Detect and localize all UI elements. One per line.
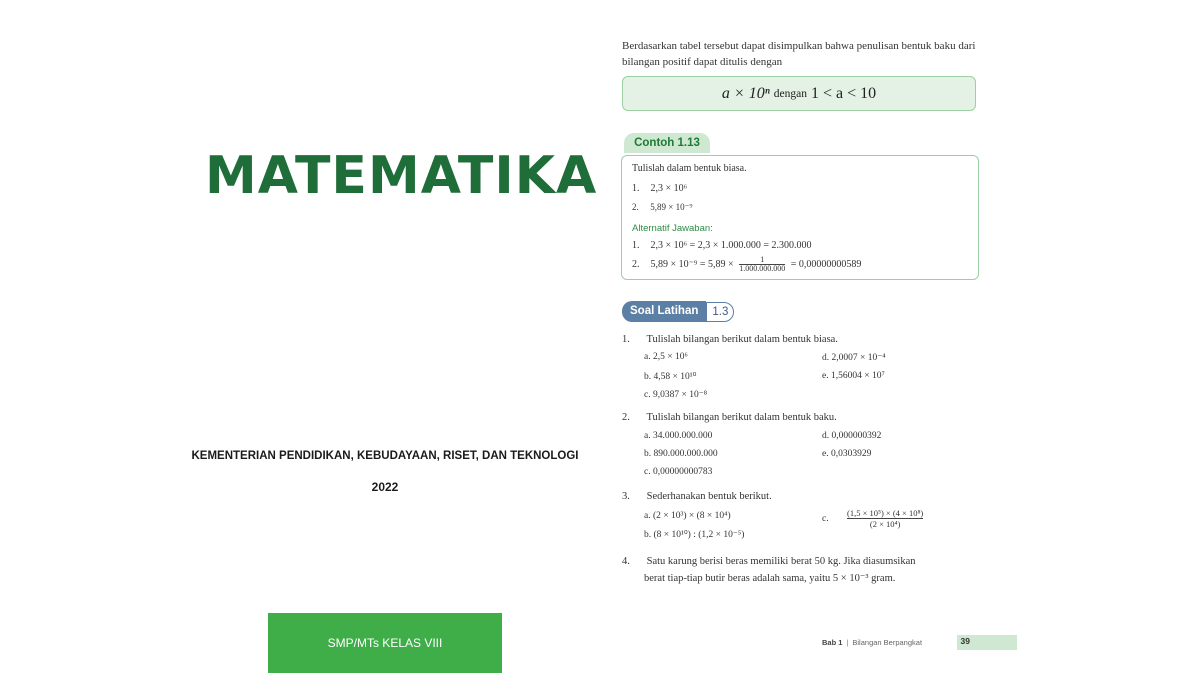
alt-answer-heading: Alternatif Jawaban: bbox=[632, 223, 713, 234]
fraction-denominator: (2 × 10⁴) bbox=[869, 519, 901, 529]
q1-option-e: e. 1,56004 × 10⁷ bbox=[822, 371, 885, 381]
footer-separator: | bbox=[846, 638, 849, 647]
contoh-item bbox=[632, 202, 692, 213]
q1-option-a: a. 2,5 × 10⁶ bbox=[644, 352, 688, 362]
book-title: MATEMATIKA bbox=[205, 146, 598, 206]
question-text-line1: Satu karung berisi beras memiliki berat 50 kg. Jika diasumsikan bbox=[646, 556, 916, 567]
formula-left: a × 10ⁿ bbox=[721, 84, 770, 102]
q3-option-a: a. (2 × 10³) × (8 × 10⁴) bbox=[644, 511, 731, 521]
fraction-numerator: 1 bbox=[739, 256, 785, 265]
q1-option-d: d. 2,0007 × 10⁻⁴ bbox=[822, 353, 886, 363]
answer-text: 2,3 × 10⁶ = 2,3 × 1.000.000 = 2.300.000 bbox=[650, 240, 812, 251]
publication-year: 2022 bbox=[371, 480, 399, 494]
soal-latihan-label: Soal Latihan bbox=[622, 301, 706, 322]
q3-fraction bbox=[847, 508, 923, 529]
fraction-denominator: 1.000.000.000 bbox=[739, 264, 786, 273]
footer-chapter: Bab 1 bbox=[822, 638, 843, 647]
contoh-box bbox=[621, 155, 979, 280]
question-num: 1. bbox=[622, 334, 630, 345]
answer-fraction bbox=[739, 256, 785, 273]
question-1 bbox=[622, 334, 838, 345]
q2-option-e: e. 0,0303929 bbox=[822, 449, 872, 459]
question-4-line2: berat tiap-tiap butir beras adalah sama, yaitu 5 × 10⁻³ gram. bbox=[644, 573, 896, 584]
q3-option-b: b. (8 × 10¹⁰) : (1,2 × 10⁻⁵) bbox=[644, 530, 745, 540]
soal-latihan-number: 1.3 bbox=[706, 302, 734, 322]
q1-option-c: c. 9,0387 × 10⁻⁸ bbox=[644, 390, 708, 400]
question-3 bbox=[622, 491, 772, 502]
contoh-item-text: 2,3 × 10⁶ bbox=[650, 183, 688, 194]
option-letter: c. bbox=[822, 513, 829, 524]
question-text: Tulislah bilangan berikut dalam bentuk biasa. bbox=[646, 334, 838, 345]
question-num: 2. bbox=[622, 412, 630, 423]
question-text: Tulislah bilangan berikut dalam bentuk baku. bbox=[646, 412, 837, 423]
grade-label: SMP/MTs KELAS VIII bbox=[327, 636, 443, 650]
contoh-item-text: 5,89 × 10⁻⁹ bbox=[650, 202, 693, 212]
q2-option-d: d. 0,000000392 bbox=[822, 431, 882, 441]
question-4 bbox=[622, 556, 916, 567]
soal-latihan-tab bbox=[622, 301, 734, 322]
answer-left: 5,89 × 10⁻⁹ = 5,89 × bbox=[650, 258, 734, 270]
page-number: 39 bbox=[960, 636, 970, 646]
footer-topic: Bilangan Berpangkat bbox=[852, 638, 923, 647]
answer-row bbox=[632, 256, 861, 273]
contoh-item bbox=[632, 183, 687, 194]
q2-option-a: a. 34.000.000.000 bbox=[644, 431, 713, 441]
question-num: 4. bbox=[622, 556, 630, 567]
ministry-name: KEMENTERIAN PENDIDIKAN, KEBUDAYAAN, RISET, DAN TEKNOLOGI bbox=[191, 450, 579, 462]
contoh-tab: Contoh 1.13 bbox=[624, 133, 710, 153]
grade-label-box bbox=[268, 613, 502, 673]
question-text: Sederhanakan bentuk berikut. bbox=[646, 491, 772, 502]
q2-option-b: b. 890.000.000.000 bbox=[644, 449, 718, 459]
contoh-item-num: 2. bbox=[632, 202, 639, 212]
answer-num: 1. bbox=[632, 240, 640, 251]
answer-num: 2. bbox=[632, 258, 640, 270]
q2-option-c: c. 0,00000000783 bbox=[644, 467, 713, 477]
answer-right: = 0,00000000589 bbox=[790, 258, 862, 270]
answer-row bbox=[632, 240, 812, 251]
page-footer bbox=[822, 635, 1017, 650]
formula-right: 1 < a < 10 bbox=[810, 84, 877, 102]
formula-word: dengan bbox=[773, 87, 807, 100]
question-num: 3. bbox=[622, 491, 630, 502]
fraction-numerator: (1,5 × 10⁵) × (4 × 10⁸) bbox=[847, 508, 924, 518]
question-2 bbox=[622, 412, 837, 423]
contoh-item-num: 1. bbox=[632, 183, 640, 194]
formula-box bbox=[622, 76, 976, 111]
contoh-instruction: Tulislah dalam bentuk biasa. bbox=[632, 163, 747, 174]
q3-option-c bbox=[822, 508, 926, 529]
intro-text: Berdasarkan tabel tersebut dapat disimpulkan bahwa penulisan bentuk baku dari bilangan positif dapat ditulis dengan bbox=[622, 40, 976, 68]
q1-option-b: b. 4,58 × 10¹⁰ bbox=[644, 372, 697, 382]
